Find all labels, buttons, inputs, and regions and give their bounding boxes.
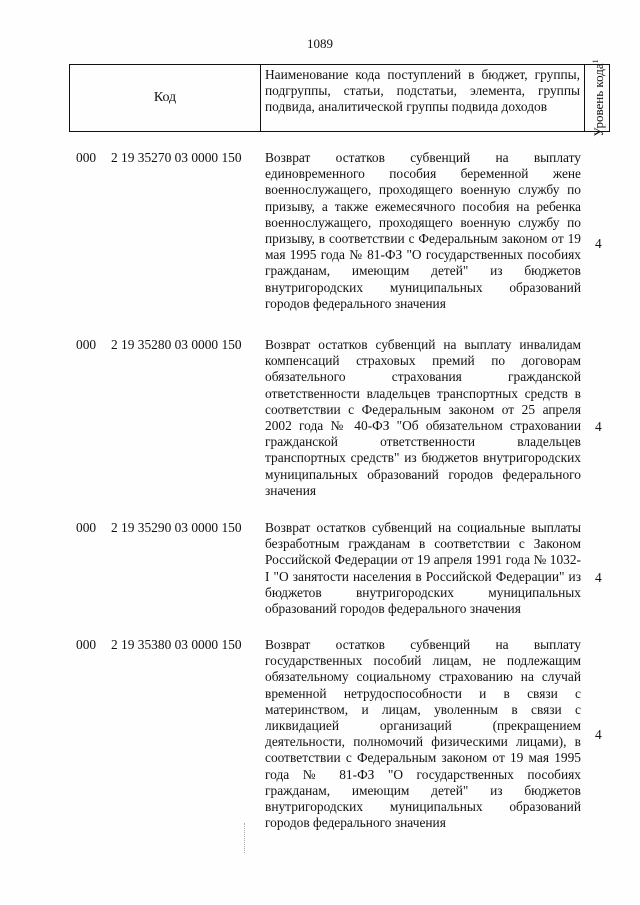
table-row <box>0 520 640 637</box>
income-code: 2 19 35380 03 0000 150 <box>111 637 242 652</box>
code-level: 4 <box>595 727 602 742</box>
table-row <box>0 337 640 520</box>
income-code: 2 19 35290 03 0000 150 <box>111 520 242 535</box>
income-name: Возврат остатков субвенций на выплату инвалидам компенсаций страховых премий по договорам обязательного страхования гражданской ответственности владельцев транспортных средств в соответствии с Федеральным законом от 25 апреля 2002 года № 40-ФЗ "Об обязательном страховании гражданской ответственности владельцев транспортных средств" из бюджетов внутригородских муниципальных образований городов федерального значения <box>265 337 581 498</box>
table-header <box>69 59 610 137</box>
scan-artifact <box>244 823 246 853</box>
income-name: Возврат остатков субвенций на социальные выплаты безработным гражданам в соответствии с Законом Российской Федерации от 19 апреля 1991 года № 1032-I "О занятости населения в Российской Федерации" из бюджетов внутригородских муниципальных образований городов федерального значения <box>265 520 581 617</box>
header-name-column: Наименование кода поступлений в бюджет, группы, подгруппы, статьи, подстатьи, элемента, группы подвида, аналитической группы подвида доходов <box>261 65 585 131</box>
income-code: 2 19 35280 03 0000 150 <box>111 337 242 352</box>
income-name: Возврат остатков субвенций на выплату единовременного пособия беременной жене военнослужащего, проходящего военную службу по призыву, а также ежемесячного пособия на ребенка военнослужащего, проходящего военную службу по призыву, в соответствии с Федеральным законом от 19 мая 1995 года № 81-ФЗ "О государственных пособиях гражданам, имеющим детей" из бюджетов внутригородских муниципальных образований городов федерального значения <box>265 150 581 311</box>
code-level: 4 <box>595 236 602 251</box>
header-code-column: Код <box>70 65 261 131</box>
page-number: 1089 <box>307 36 333 51</box>
code-level: 4 <box>595 570 602 585</box>
header-level-column <box>585 59 609 137</box>
admin-code: 000 <box>76 637 97 652</box>
admin-code: 000 <box>76 150 97 165</box>
income-code: 2 19 35270 03 0000 150 <box>111 150 242 165</box>
table-row <box>0 150 640 337</box>
code-level: 4 <box>595 419 602 434</box>
table-row <box>0 637 640 837</box>
income-name: Возврат остатков субвенций на выплату государственных пособий лицам, не подлежащим обязательному социальному страхованию на случай временной нетрудоспособности и в связи с материнством, и лицам, уволенным в связи с ликвидацией организаций (прекращением деятельности, полномочий физическими лицами), в соответствии с Федеральным законом от 19 мая 1995 года № 81-ФЗ "О государственных пособиях гражданам, имеющим детей" из бюджетов внутригородских муниципальных образований городов федерального значения <box>265 637 581 831</box>
admin-code: 000 <box>76 337 97 352</box>
header-level-label: Уровень кода$^1$ <box>590 59 607 137</box>
footnote-marker: 1 <box>590 59 600 64</box>
admin-code: 000 <box>76 520 97 535</box>
income-code-list <box>0 150 640 837</box>
